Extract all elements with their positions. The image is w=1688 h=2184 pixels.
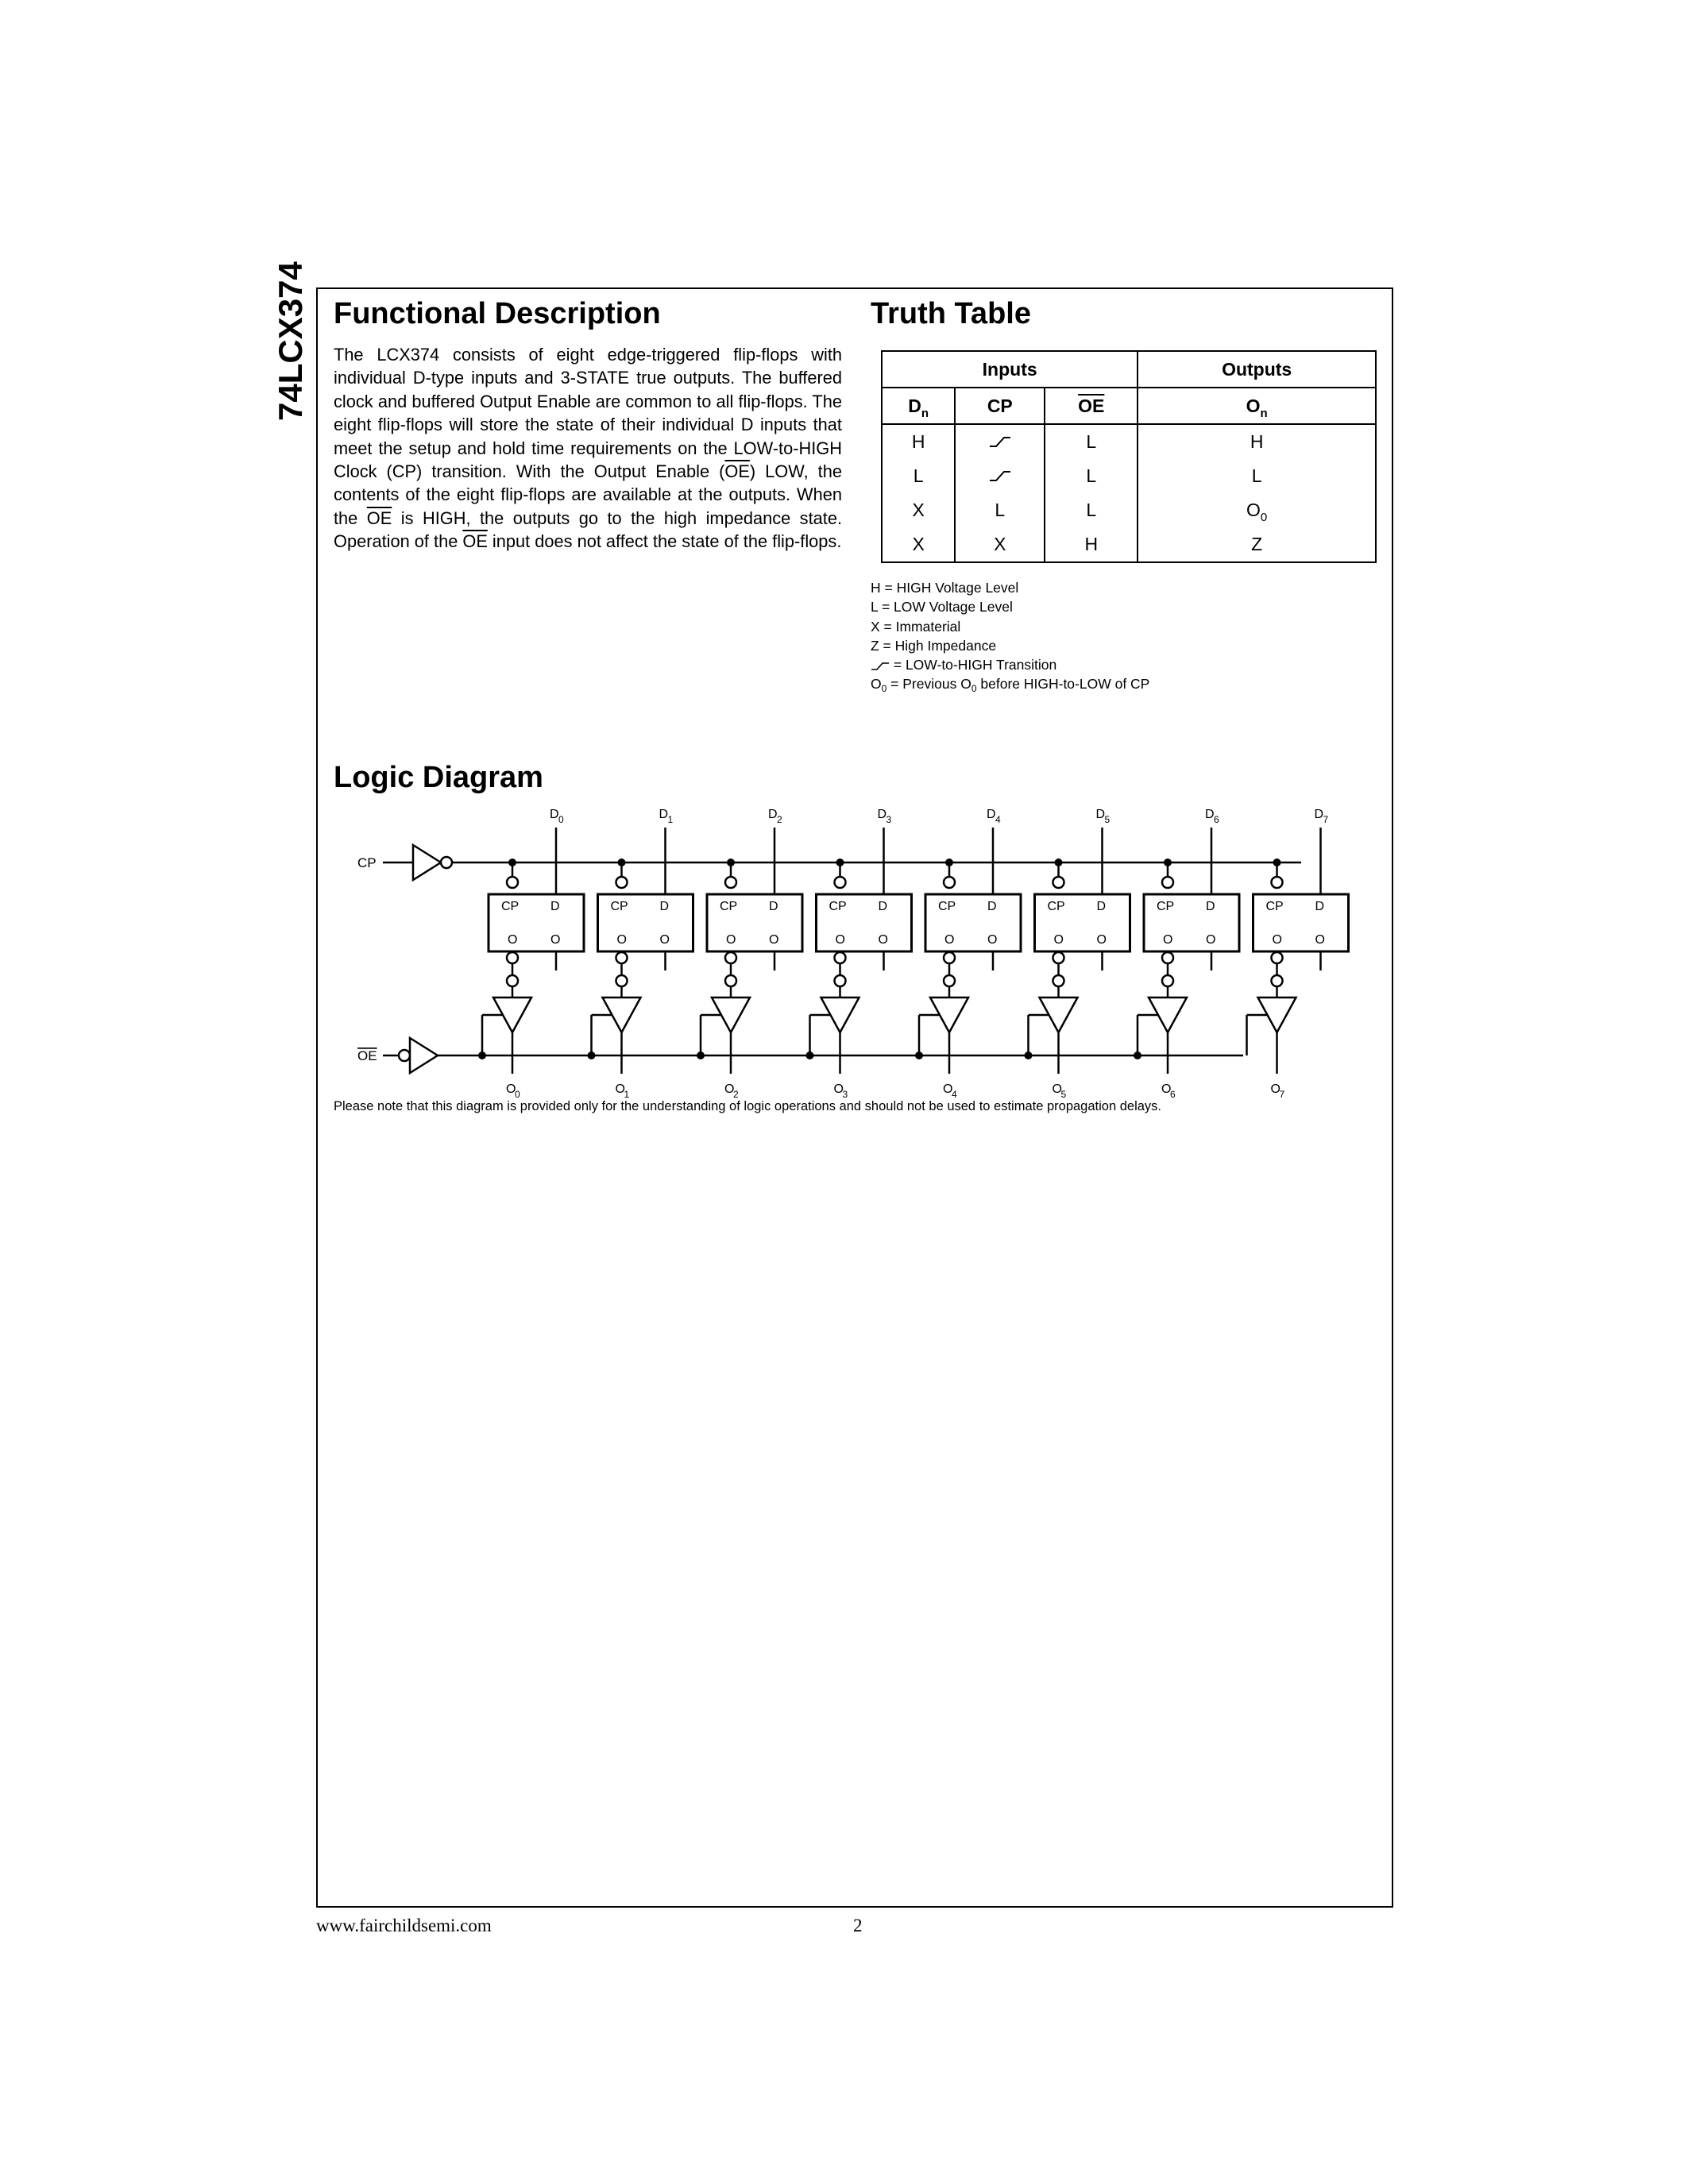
col-on: $O_n$	[1138, 388, 1376, 424]
ff-d-label: D	[1096, 900, 1107, 913]
ff-cp-label: CP	[1047, 900, 1065, 913]
buffer-input-bubble	[944, 975, 955, 986]
cell-oe: H	[1045, 527, 1138, 562]
q-output-label: O	[506, 1082, 516, 1096]
d-input-subscript: 2	[777, 814, 782, 825]
cell-on: L	[1138, 459, 1376, 493]
ff-d-label: D	[550, 900, 560, 913]
legend-edge: = LOW-to-HIGH Transition	[871, 655, 1149, 674]
func-text-1: The LCX374 consists of eight edge-triggered flip-flops with individual D-type inputs and 3-STATE true outputs. The buffered clock and buffered Output Enable are common to all flip-flops. The eight flip-flops will store the state of their individual D inputs that meet the setup and hold time requirements on the LOW-to-HIGH Clock (CP) transition. With the Output Enable (	[334, 345, 842, 482]
ff-d-label: D	[769, 900, 778, 913]
q-output-label: O	[615, 1082, 625, 1096]
q-inversion-bubble	[1272, 952, 1283, 963]
func-text-4: input does not affect the state of the flip-flops.	[487, 531, 842, 552]
cp-inversion-bubble	[725, 877, 736, 888]
table-row	[882, 424, 1376, 459]
oe-overline-1: $\overline{OE}$	[724, 461, 750, 482]
buffer-input-bubble	[1162, 975, 1173, 986]
oe-overline-2: $\overline{OE}$	[366, 507, 392, 528]
cell-dn: L	[882, 459, 955, 493]
cell-on: Z	[1138, 527, 1376, 562]
cell-dn: H	[882, 424, 955, 459]
cell-cp: X	[955, 527, 1045, 562]
oe-inversion-bubble	[399, 1050, 410, 1061]
oe-junction	[697, 1051, 705, 1059]
buffer-input-bubble	[507, 975, 518, 986]
cell-dn: X	[882, 493, 955, 527]
truth-table-group-header	[882, 351, 1376, 388]
oe-buffer-icon	[410, 1038, 438, 1073]
ff-d-label: D	[1206, 900, 1215, 913]
ff-q-label: O	[1096, 933, 1107, 947]
ff-qbar-label: O	[726, 933, 736, 947]
d-input-subscript: 5	[1104, 814, 1111, 825]
cp-inversion-bubble	[507, 877, 518, 888]
cp-inversion-bubble	[944, 877, 955, 888]
cp-inversion-bubble	[441, 857, 452, 868]
col-oe: $\overline{OE}$	[1045, 388, 1138, 424]
ff-q-label: O	[769, 933, 779, 947]
ff-qbar-label: O	[508, 933, 518, 947]
ff-cp-label: CP	[829, 900, 847, 913]
d-input-subscript: 4	[995, 814, 1001, 825]
legend-h: H = HIGH Voltage Level	[871, 580, 1019, 596]
cell-cp: L	[955, 493, 1045, 527]
ff-q-label: O	[1206, 933, 1216, 947]
d-input-label: D	[1205, 808, 1215, 821]
truth-table-column-header	[882, 388, 1376, 424]
ff-q-label: O	[878, 933, 888, 947]
oe-input-label: OE	[357, 1048, 377, 1063]
cp-inversion-bubble	[1272, 877, 1283, 888]
diagram-note: Please note that this diagram is provided only for the understanding of logic operations and should not be used to estimate propagation delays.	[334, 1099, 1162, 1113]
table-row	[882, 527, 1376, 562]
oe-junction	[478, 1051, 486, 1059]
oe-junction	[1025, 1051, 1033, 1059]
table-row	[882, 493, 1376, 527]
cell-dn: X	[882, 527, 955, 562]
legend-l: L = LOW Voltage Level	[871, 599, 1013, 615]
q-output-subscript: 2	[733, 1089, 739, 1100]
ff-d-label: D	[987, 900, 997, 913]
d-input-subscript: 3	[886, 814, 892, 825]
part-number: 74LCX374	[272, 261, 309, 421]
ff-cp-label: CP	[1265, 900, 1284, 913]
cell-oe: L	[1045, 493, 1138, 527]
q-output-subscript: 7	[1279, 1089, 1285, 1100]
d-input-subscript: 0	[558, 814, 564, 825]
ff-qbar-label: O	[1272, 933, 1282, 947]
logic-diagram-title: Logic Diagram	[334, 761, 543, 794]
page-number: 2	[853, 1916, 863, 1935]
footer-url[interactable]: www.fairchildsemi.com	[316, 1916, 492, 1935]
q-output-label: O	[1161, 1082, 1172, 1096]
q-output-subscript: 4	[952, 1089, 957, 1100]
buffer-input-bubble	[1053, 975, 1064, 986]
d-input-subscript: 6	[1214, 814, 1219, 825]
d-input-subscript: 7	[1323, 814, 1329, 825]
cp-inversion-bubble	[835, 877, 846, 888]
q-output-subscript: 1	[624, 1089, 630, 1100]
rising-edge-icon	[955, 459, 1045, 493]
d-input-label: D	[877, 808, 887, 821]
cell-oe: L	[1045, 424, 1138, 459]
ff-q-label: O	[987, 933, 998, 947]
ff-qbar-label: O	[1163, 933, 1173, 947]
d-input-label: D	[550, 808, 559, 821]
buffer-input-bubble	[725, 975, 736, 986]
q-inversion-bubble	[725, 952, 736, 963]
truth-table	[881, 350, 1377, 563]
oe-junction	[1134, 1051, 1141, 1059]
cell-on: H	[1138, 424, 1376, 459]
rising-edge-icon	[955, 424, 1045, 459]
cell-oe: L	[1045, 459, 1138, 493]
q-output-subscript: 0	[515, 1089, 520, 1100]
ff-q-label: O	[1315, 933, 1325, 947]
functional-description-title: Functional Description	[334, 297, 661, 330]
q-inversion-bubble	[835, 952, 846, 963]
d-input-label: D	[1314, 808, 1324, 821]
buffer-input-bubble	[1272, 975, 1283, 986]
oe-junction	[806, 1051, 814, 1059]
col-cp: CP	[955, 388, 1045, 424]
table-row	[882, 459, 1376, 493]
ff-d-label: D	[878, 900, 888, 913]
logic-diagram	[326, 794, 1390, 1104]
ff-qbar-label: O	[616, 933, 627, 947]
outputs-group-header: Outputs	[1138, 351, 1376, 388]
ff-cp-label: CP	[610, 900, 628, 913]
truth-table-title: Truth Table	[871, 297, 1031, 330]
ff-cp-label: CP	[720, 900, 738, 913]
rising-edge-icon	[871, 662, 890, 671]
cp-buffer-icon	[413, 845, 441, 880]
q-output-label: O	[1052, 1082, 1062, 1096]
ff-d-label: D	[1315, 900, 1325, 913]
q-output-label: O	[1270, 1082, 1280, 1096]
q-output-subscript: 3	[842, 1089, 848, 1100]
q-inversion-bubble	[507, 952, 518, 963]
functional-description-body	[334, 343, 842, 554]
d-input-label: D	[768, 808, 778, 821]
oe-junction	[915, 1051, 923, 1059]
col-dn: $D_n$	[882, 388, 955, 424]
legend-o0: $O_0$ = Previous $O_0$ before HIGH-to-LOW of CP	[871, 676, 1150, 695]
ff-qbar-label: O	[835, 933, 845, 947]
cp-inversion-bubble	[1053, 877, 1064, 888]
d-input-subscript: 1	[667, 814, 674, 825]
q-output-label: O	[724, 1082, 735, 1096]
func-text-2: ) LOW, the contents of the eight flip-flops are available at the outputs. When the	[334, 461, 842, 528]
ff-q-label: O	[659, 933, 670, 947]
ff-cp-label: CP	[501, 900, 520, 913]
q-inversion-bubble	[1053, 952, 1064, 963]
oe-overline-3: $\overline{OE}$	[462, 531, 488, 552]
ff-cp-label: CP	[938, 900, 956, 913]
ff-qbar-label: O	[944, 933, 955, 947]
q-inversion-bubble	[616, 952, 628, 963]
buffer-input-bubble	[616, 975, 628, 986]
ff-qbar-label: O	[1053, 933, 1064, 947]
d-input-label: D	[659, 808, 669, 821]
q-output-subscript: 5	[1060, 1089, 1067, 1100]
q-inversion-bubble	[1162, 952, 1173, 963]
buffer-input-bubble	[835, 975, 846, 986]
inputs-group-header: Inputs	[882, 351, 1138, 388]
oe-junction	[588, 1051, 596, 1059]
legend-x: X = Immaterial	[871, 618, 961, 635]
d-input-label: D	[1095, 808, 1106, 821]
cp-inversion-bubble	[1162, 877, 1173, 888]
ff-q-label: O	[550, 933, 561, 947]
q-output-subscript: 6	[1170, 1089, 1176, 1100]
truth-table-legend	[871, 578, 1149, 696]
cell-on: $O_0$	[1138, 493, 1376, 527]
d-input-label: D	[987, 808, 996, 821]
q-inversion-bubble	[944, 952, 955, 963]
legend-z: Z = High Impedance	[871, 637, 997, 654]
ff-d-label: D	[659, 900, 670, 913]
q-output-label: O	[833, 1082, 844, 1096]
cp-inversion-bubble	[616, 877, 628, 888]
q-output-label: O	[943, 1082, 953, 1096]
cp-input-label: CP	[357, 855, 377, 870]
func-text-3: is HIGH, the outputs go to the high impedance state. Operation of the	[334, 507, 842, 552]
ff-cp-label: CP	[1157, 900, 1175, 913]
